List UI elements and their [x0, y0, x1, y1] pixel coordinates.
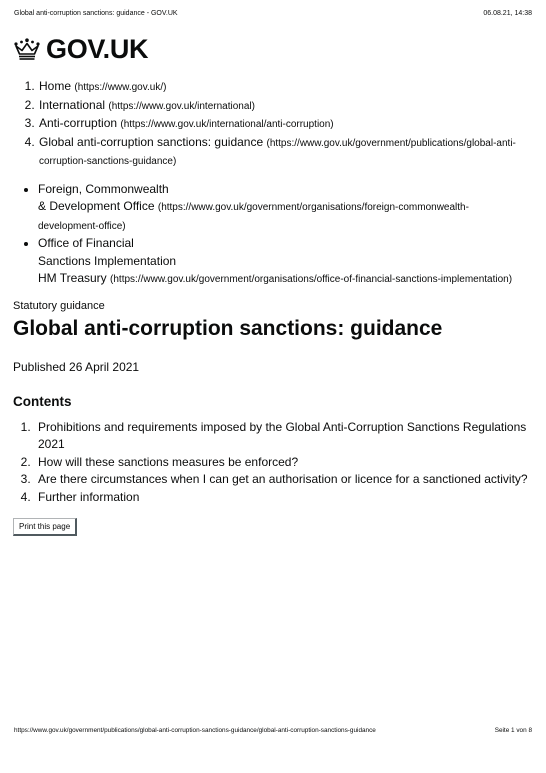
govuk-logo[interactable]	[13, 34, 148, 64]
crown-icon	[13, 37, 41, 61]
page-title: Global anti-corruption sanctions: guidance	[13, 316, 443, 340]
print-header-title: Global anti-corruption sanctions: guidance - GOV.UK	[14, 10, 178, 17]
organisation-url: (https://www.gov.uk/government/organisations/office-of-financial-sanctions-implementation)	[110, 274, 513, 285]
print-header-timestamp: 06.08.21, 14:38	[483, 10, 532, 17]
contents-item[interactable]: 1. Prohibitions and requirements imposed by the Global Anti-Corruption Sanctions Regulations 2021	[34, 419, 528, 454]
breadcrumb-url: (https://www.gov.uk/government/publications/global-anti-corruption-sanctions-guidance)	[39, 137, 516, 167]
print-header	[14, 10, 532, 17]
main-content	[13, 78, 528, 536]
organisation-fcdo[interactable]	[38, 181, 528, 236]
organisation-name: Office of Financial	[38, 236, 134, 250]
breadcrumb-item-guidance[interactable]	[38, 134, 528, 171]
organisation-url: (https://www.gov.uk/government/organisations/foreign-commonwealth-development-office)	[38, 202, 469, 232]
breadcrumb	[13, 78, 528, 171]
breadcrumb-item-international[interactable]	[38, 97, 528, 116]
breadcrumb-item-anti-corruption[interactable]	[38, 115, 528, 134]
logo-text: GOV.UK	[46, 34, 149, 64]
breadcrumb-label: International	[39, 97, 106, 112]
breadcrumb-url: (https://www.gov.uk/international/anti-corruption)	[120, 119, 334, 130]
organisation-ofsi[interactable]	[38, 235, 528, 289]
organisations-list	[13, 181, 528, 289]
print-footer-url: https://www.gov.uk/government/publications/global-anti-corruption-sanctions-guidance/global-anti-corruption-sanctions-guidance	[14, 727, 376, 734]
breadcrumb-url: (https://www.gov.uk/)	[74, 82, 167, 93]
breadcrumb-label: Global anti-corruption sanctions: guidance	[39, 134, 264, 149]
organisation-name: & Development Office	[38, 199, 155, 213]
breadcrumb-url: (https://www.gov.uk/international)	[108, 100, 255, 112]
breadcrumb-item-home[interactable]	[38, 78, 528, 97]
organisation-name: Foreign, Commonwealth	[38, 181, 169, 196]
contents-item[interactable]: 4. Further information	[34, 489, 528, 507]
breadcrumb-label: Anti-corruption	[39, 116, 118, 130]
organisation-name: Sanctions Implementation	[38, 253, 177, 268]
print-footer-page-number: Seite 1 von 8	[494, 727, 532, 734]
contents-list	[13, 419, 528, 507]
contents-heading: Contents	[13, 393, 72, 409]
document-type: Statutory guidance	[13, 299, 105, 312]
print-button[interactable]: Print this page	[13, 518, 77, 536]
contents-item[interactable]: 2. How will these sanctions measures be enforced?	[34, 454, 528, 472]
print-footer	[14, 727, 532, 734]
published-date: Published 26 April 2021	[13, 359, 140, 374]
contents-item[interactable]: 3. Are there circumstances when I can get an authorisation or licence for a sanctioned activity?	[34, 471, 528, 489]
organisation-name: HM Treasury	[38, 271, 107, 285]
breadcrumb-label: Home	[39, 79, 72, 93]
